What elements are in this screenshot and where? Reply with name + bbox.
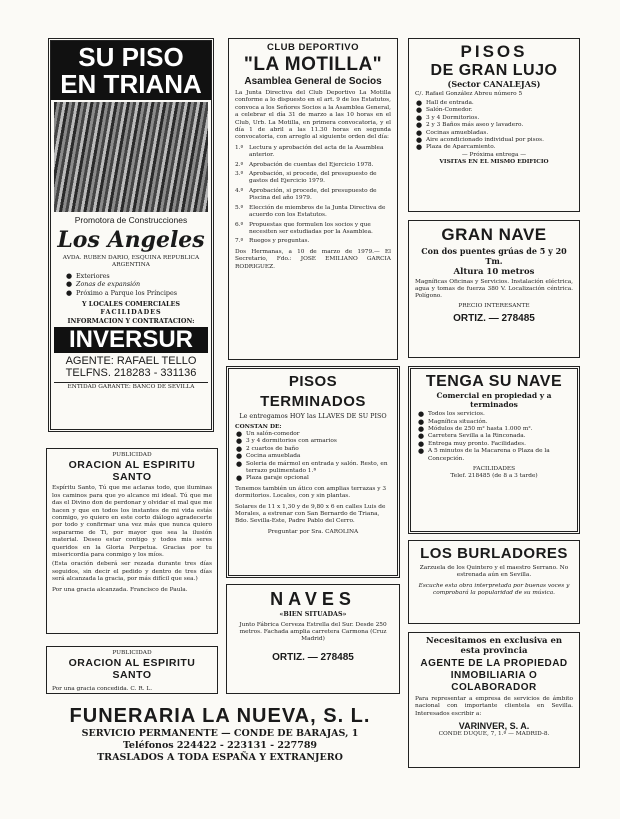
agente-ad [408, 632, 580, 768]
agenda-num: 3.º [235, 171, 244, 178]
terminados-consta: CONSTAN DE: [235, 423, 282, 430]
tenga-item: ● Entrega muy pronto. Facilidades. [417, 441, 571, 448]
naves-body: Junto Fábrica Cerveza Estrella del Sur. Desde 250 metros. Fachada amplia carretera Carmona (Cruz Madrid) [239, 621, 387, 643]
promoter-label: Promotora de Construcciones [74, 215, 188, 225]
lujo-item: ● Cocinas amuebladas. [415, 130, 573, 137]
funeraria-service: SERVICIO PERMANENTE — CONDE DE BARAJAS, 1 [81, 728, 359, 739]
lujo-ad [408, 38, 580, 212]
naves-title: NAVES [270, 589, 356, 609]
burladores-body: Zarzuela de los Quintero y el maestro Serrano. No estrenada aún en Sevilla. [419, 565, 569, 579]
agenda-item [235, 222, 391, 237]
oracion-2-signature: Por una gracia concedida. C. R. L. [52, 686, 153, 693]
tenga-list [417, 411, 571, 463]
motilla-title: "LA MOTILLA" [243, 54, 383, 75]
triana-ad [48, 38, 214, 432]
triana-agent: AGENTE: RAFAEL TELLO [65, 355, 197, 368]
lujo-title-1: PISOS [460, 42, 528, 61]
agenda-num: 6.º [235, 221, 244, 228]
oracion-1-instructions: (Esta oración deberá ser rezada durante tres días seguidos, sin decir el pedido y dentro de tres días será alcanzada la gracia, por más difícil que sea.) [52, 561, 212, 583]
motilla-label: CLUB DEPORTIVO [267, 42, 359, 53]
gran-nave-title: GRAN NAVE [441, 225, 547, 244]
lujo-sector: (Sector CANALEJAS) [447, 79, 541, 89]
agenda-item [235, 145, 391, 160]
gran-nave-ad [408, 220, 580, 358]
lujo-address: C/. Rafael González Abreu número 5 [415, 90, 523, 97]
tenga-contact: FACILIDADES [472, 466, 516, 473]
oracion-1-label: PUBLICIDAD [112, 452, 152, 458]
burladores-ad [408, 540, 580, 624]
agenda-item [235, 171, 391, 186]
terminados-ask: Preguntar por Sra. CAROLINA [267, 528, 359, 535]
motilla-agenda [235, 145, 391, 246]
tenga-item: ● Todos los servicios. [417, 411, 571, 418]
agente-title: AGENTE DE LA PROPIEDAD INMOBILIARIA O COLABORADOR [420, 658, 568, 693]
lujo-ready: — Próxima entrega — [461, 151, 527, 158]
tenga-phone: Telef. 218485 (de 8 a 3 tarde) [450, 473, 538, 480]
tenga-item: ● Magnífica situación. [417, 419, 571, 426]
terminados-list [235, 431, 391, 483]
funeraria-ad [40, 704, 400, 776]
terminados-item: ● Un salón-comedor [235, 431, 391, 438]
agente-company: VARINVER, S. A. [458, 721, 530, 732]
gran-nave-height: Altura 10 metros [453, 267, 535, 277]
oracion-ad-2 [46, 646, 218, 694]
agenda-num: 4.º [235, 187, 244, 194]
funeraria-phones: Teléfonos 224422 - 223131 - 227789 [122, 740, 318, 751]
agente-head: Necesitamos en exclusiva en esta provincia [425, 636, 563, 656]
gran-nave-price: PRECIO INTERESANTE [458, 302, 530, 309]
oracion-1-body: Espíritu Santo, Tú que me aclaras todo, que iluminas los caminos para que yo alcance mi ideal. Tú que me das el Divino don de perdonar y olvidar el mal que me hacen y que en todos los instantes de mi vida estás conmigo, yo quiero en este corto diálogo agradecerte por todo y confirmar una vez más que nunca quiero separarme de Ti, por mayor que sea la ilusión material. Deseo estar contigo y todos mis seres queridos en la Gloria Perpetua. Gracias por tu misericordia para conmigo y los míos. [52, 485, 212, 559]
funeraria-transfers: TRASLADOS A TODA ESPAÑA Y EXTRANJERO [97, 752, 343, 763]
terminados-details: Solares de 11 x 1,30 y de 9,80 x 6 en calles Luis de Morales, a estrenar con San Bernardo de Triana, Bdo. Sevilla-Este, Padre Pablo del Cerro. [235, 503, 386, 525]
naves-phone: ORTIZ. — 278485 [272, 651, 354, 663]
tenga-title: TENGA SU NAVE [425, 373, 563, 390]
lujo-item: ● Hall de entrada. [415, 100, 573, 107]
burladores-title: LOS BURLADORES [420, 545, 568, 562]
triana-title [51, 41, 211, 100]
motilla-footer: Dos Hermanas, a 10 de marzo de 1979.— El Secretario, Fdo.: JOSE EMILIANO GARCIA RODRIGUEZ. [235, 248, 391, 270]
triana-address: AVDA. RUBEN DARIO, ESQUINA REPUBLICA ARGENTINA [62, 255, 200, 269]
oracion-2-label: PUBLICIDAD [112, 650, 152, 656]
triana-feature: ● Zonas de expansión [65, 280, 197, 289]
terminados-extra: Tenemos también un ático con amplias terrazas y 3 dormitorios. Locales, con y sin plantas. [235, 485, 387, 500]
motilla-ad [228, 38, 398, 360]
agenda-num: 5.º [235, 204, 244, 211]
tenga-ad [408, 366, 580, 534]
los-angeles-logo: Los Angeles [57, 227, 205, 253]
triana-feature: ● Próximo a Parque los Príncipes [65, 289, 197, 298]
agenda-num: 2.º [235, 161, 244, 168]
agenda-text: Aprobación, si procede, del presupuesto de gastos del Ejercicio 1979. [249, 171, 377, 185]
agenda-item [235, 205, 391, 220]
agenda-num: 7.º [235, 238, 244, 245]
tenga-item: ● Carretera Sevilla a la Rinconada. [417, 433, 571, 440]
building-photo [54, 102, 208, 212]
oracion-2-title: ORACION AL ESPIRITU SANTO [68, 657, 196, 682]
triana-guarantee: ENTIDAD GARANTE: BANCO DE SEVILLA [54, 382, 208, 391]
agenda-text: Ruegos y preguntas. [249, 238, 310, 245]
agenda-text: Elección de miembros de la Junta Directiva de acuerdo con los Estatutos. [249, 204, 386, 219]
oracion-1-signature: Por una gracia alcanzada. Francisco de Paula. [52, 586, 188, 593]
terminados-item: ● 2 cuartos de baño [235, 446, 391, 453]
lujo-item: ● Aire acondicionado individual por pisos. [415, 137, 573, 144]
lujo-title-2: DE GRAN LUJO [430, 62, 558, 79]
terminados-item: ● Cocina amueblada [235, 453, 391, 460]
inversur-brand: INVERSUR [54, 327, 208, 353]
lujo-list [415, 100, 573, 152]
terminados-item: ● Soleria de mármol en entrada y salón. Resto, en terrazo pulimentado 1.ª [235, 461, 391, 476]
tenga-item: ● A 5 minutos de la Macarena o Plaza de la Concepción. [417, 448, 571, 463]
terminados-item: ● Plaza garaje opcional [235, 475, 391, 482]
gran-nave-sub: Con dos puentes grúas de 5 y 20 Tm. [421, 246, 567, 266]
triana-title-1: SU PISO [78, 42, 184, 72]
terminados-sub: Le entregamos HOY las LLAVES DE SU PISO [239, 412, 387, 420]
triana-features [51, 270, 211, 300]
triana-feature: ● Exteriores [65, 272, 197, 281]
agente-address: CONDE DUQUE, 7, 1.º — MADRID-8. [438, 731, 550, 738]
funeraria-title: FUNERARIA LA NUEVA, S. L. [69, 705, 371, 727]
motilla-intro: La Junta Directiva del Club Deportivo La Motilla conforme a lo dispuesto en el art. 9 de los Estatutos, convoca a los Señores Socios a la Asamblea General, a celebrar el día 31 de marzo a las 10 horas en el Club, Urb. La Motilla, en primera convocatoria, y el día 1 de abril a las 11.30 horas en segunda convocatoria, con arreglo al siguiente orden del día: [235, 90, 391, 141]
triana-info: INFORMACION Y CONTRATACION: [67, 316, 195, 325]
oracion-1-title: ORACION AL ESPIRITU SANTO [68, 459, 196, 484]
terminados-title: PISOS TERMINADOS [260, 373, 366, 410]
agenda-num: 1.º [235, 144, 244, 151]
gran-nave-body: Magníficas Oficinas y Servicios. Instalación eléctrica, agua y tomas de fuerza 380 V. Localización céntrica. Polígono. [415, 278, 573, 300]
lujo-visits: VISITAS EN EL MISMO EDIFICIO [439, 159, 549, 166]
triana-facilidades: FACILIDADES [100, 308, 162, 317]
agenda-text: Lectura y aprobación del acta de la Asamblea anterior. [249, 144, 384, 159]
lujo-item: ● 3 y 4 Dormitorios. [415, 115, 573, 122]
triana-locales: Y LOCALES COMERCIALES [81, 299, 181, 308]
agenda-text: Aprobación de cuentas del Ejercicio 1978. [249, 161, 374, 168]
burladores-italic: Escuche esta obra interpretada por buenas voces y comprobará la popularidad de su música. [418, 582, 570, 597]
agenda-item [235, 238, 391, 245]
motilla-subtitle: Asamblea General de Socios [244, 76, 382, 87]
triana-title-2: EN TRIANA [60, 69, 202, 99]
terminados-item: ● 3 y 4 dormitorios con armarios [235, 438, 391, 445]
agenda-item [235, 188, 391, 203]
naves-sub: «BIEN SITUADAS» [279, 610, 347, 618]
terminados-ad [226, 366, 400, 578]
agenda-item [235, 162, 391, 169]
tenga-sub: Comercial en propiedad y a terminados [436, 391, 552, 409]
oracion-ad-1 [46, 448, 218, 634]
agenda-text: Propuestas que formulen los socios y que necesiten ser estudiadas por la Asamblea. [249, 221, 373, 235]
lujo-item: ● Salón-Comedor. [415, 107, 573, 114]
naves-ad [226, 584, 400, 694]
lujo-item: ● 2 y 3 Baños más aseo y lavadero. [415, 122, 573, 129]
agente-body: Para representar a empresa de servicios de ámbito nacional con importante clientela en Sevilla. Interesados escribir a: [415, 696, 573, 717]
agenda-text: Aprobación, si procede, del presupuesto de Piscina del año 1979. [249, 187, 377, 202]
gran-nave-phone: ORTIZ. — 278485 [453, 313, 535, 325]
lujo-item: ● Plaza de Aparcamiento. [415, 144, 573, 151]
triana-phones: TELFNS. 218283 - 331136 [65, 367, 197, 380]
tenga-item: ● Módulos de 250 m² hasta 1.000 m². [417, 426, 571, 433]
